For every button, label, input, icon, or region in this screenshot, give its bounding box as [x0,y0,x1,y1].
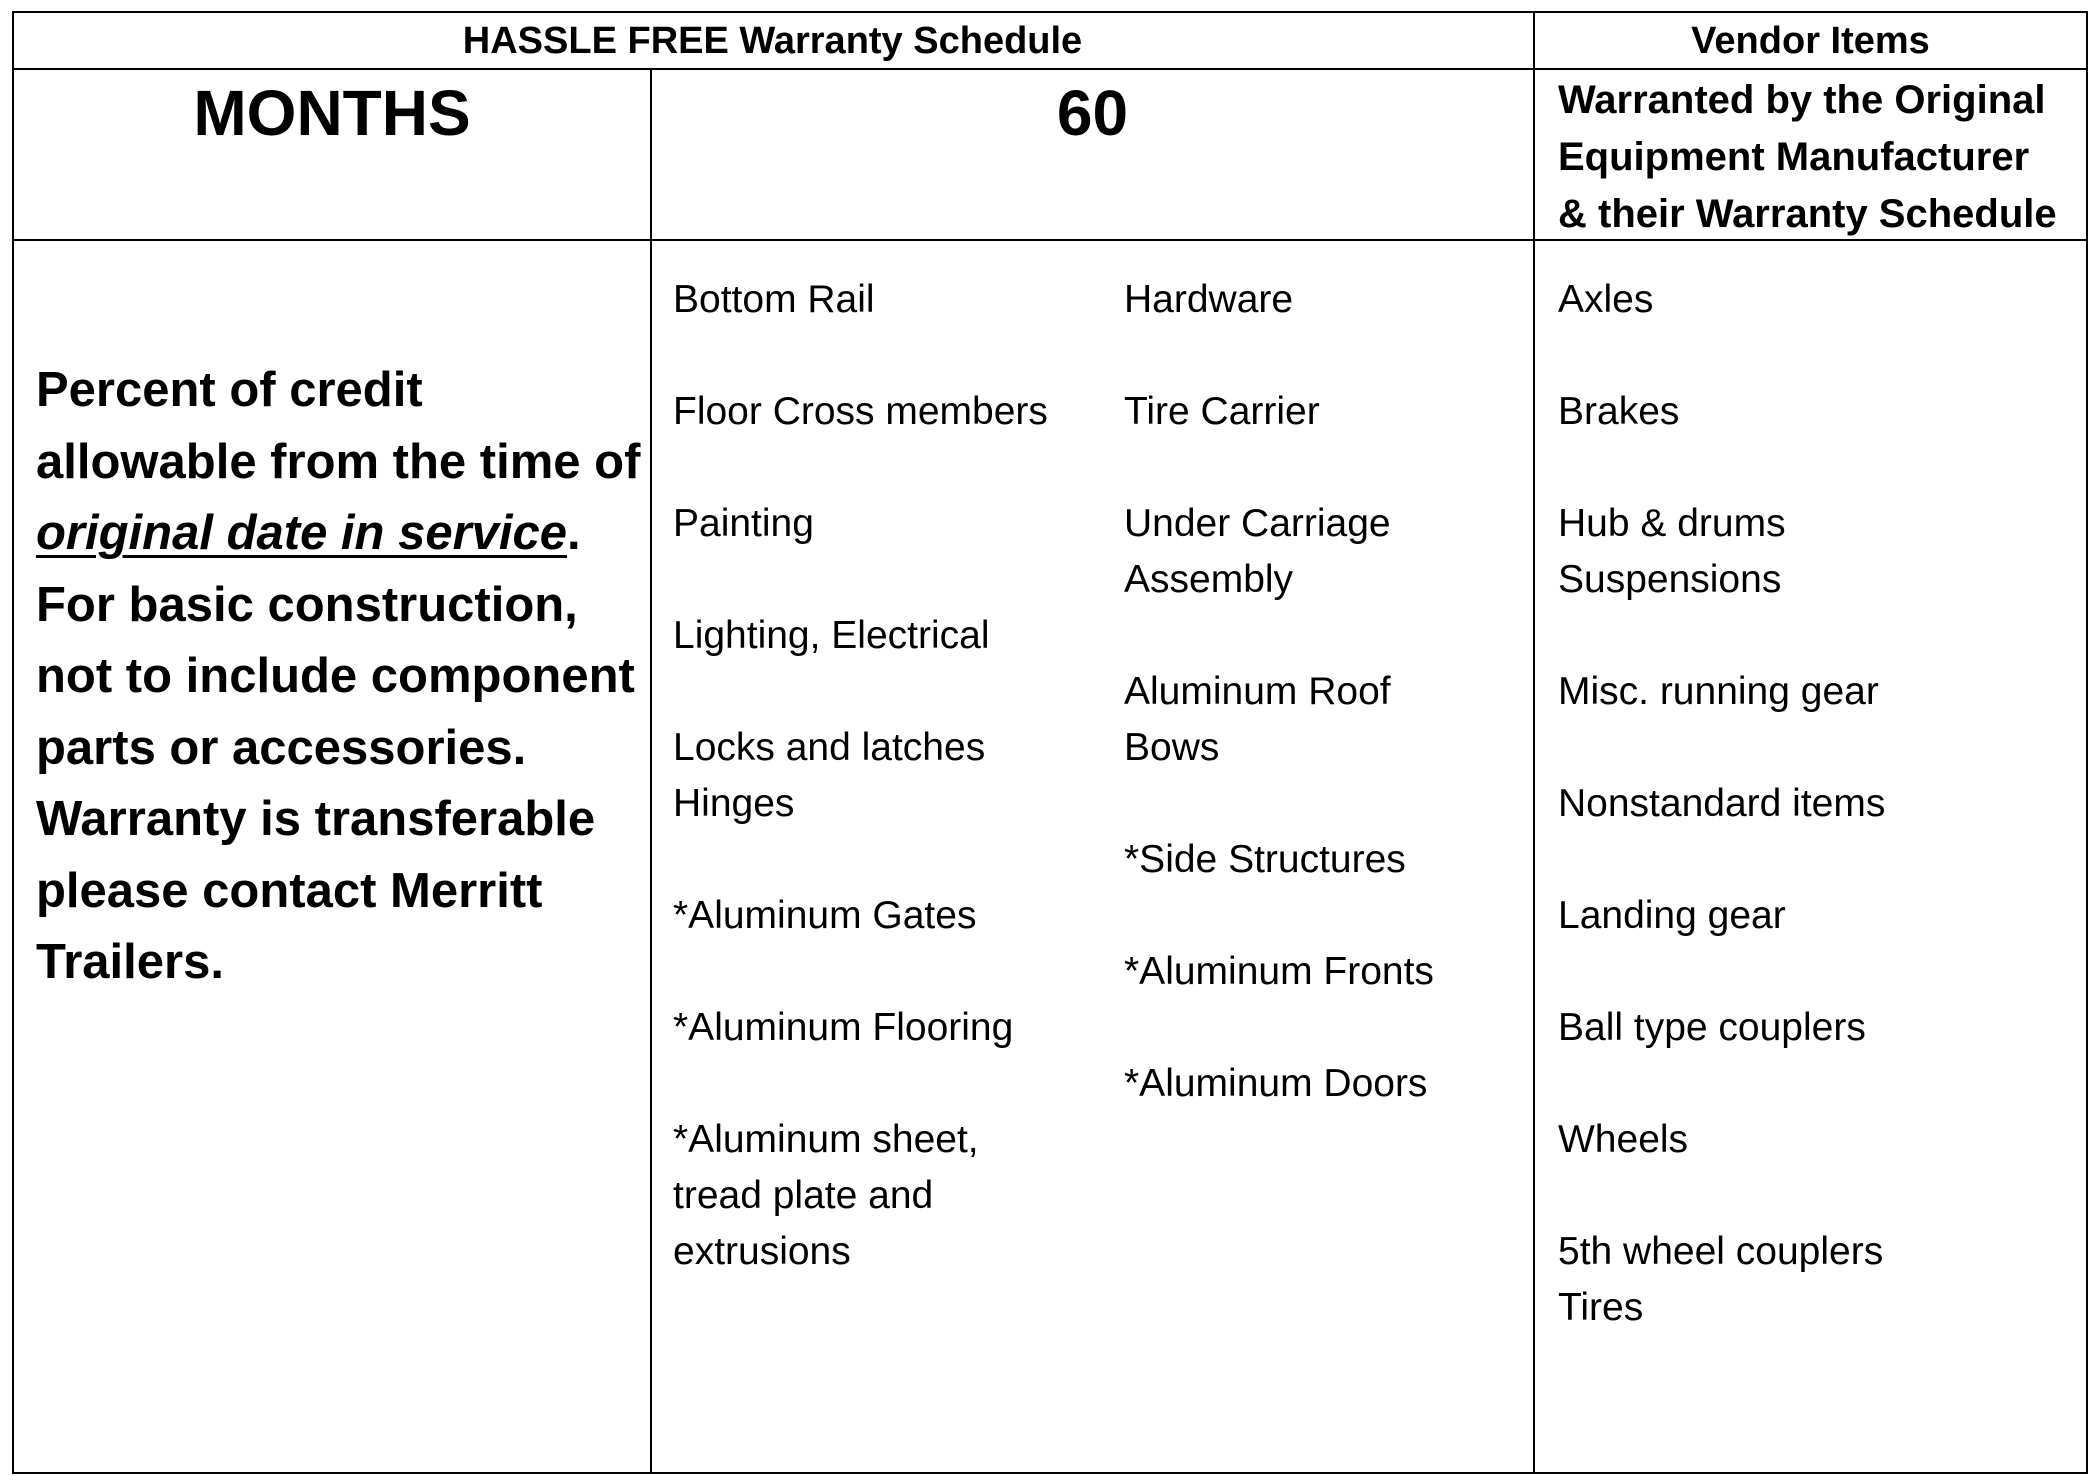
vendor-header: Vendor Items [1691,20,1930,62]
list-item-line: Axles [1558,278,1654,321]
vendor-note-line: & their Warranty Schedule [1558,192,2057,236]
list-item-line: Aluminum Roof [1124,670,1391,713]
list-item-line: Nonstandard items [1558,782,1886,825]
list-item-line: *Aluminum Doors [1124,1062,1428,1105]
months-value: 60 [1056,77,1129,149]
list-item-line: Floor Cross members [673,390,1048,433]
list-item [1558,1112,1688,1168]
description-text-1: Percent of credit allowable from the time of [36,363,641,489]
list-item-line: *Side Structures [1124,838,1406,881]
list-item [1558,1224,1883,1336]
description-emphasis: original date in service [36,506,568,560]
list-item [673,888,976,944]
list-item [1124,832,1406,888]
list-item-line: Bows [1124,726,1220,769]
schedule-header: HASSLE FREE Warranty Schedule [462,20,1083,62]
table-border-left [12,11,14,1474]
list-item-line: Brakes [1558,390,1680,433]
list-item-line: tread plate and [673,1174,934,1217]
list-item-line: *Aluminum Flooring [673,1006,1014,1049]
list-item-line: Misc. running gear [1558,670,1879,713]
list-item-line: Hinges [673,782,795,825]
list-item [673,1000,1013,1056]
list-item [673,1112,979,1280]
table-divider-vendor [1533,11,1535,1474]
list-item-line: Suspensions [1558,558,1782,601]
list-item-line: extrusions [673,1230,851,1273]
list-item-line: Ball type couplers [1558,1006,1866,1049]
list-item [1558,1000,1866,1056]
list-item [673,496,814,552]
months-label: MONTHS [193,77,471,149]
list-item [1124,384,1320,440]
list-item [673,384,1048,440]
table-header-divider [12,68,2088,70]
vendor-note-line: Warranted by the Original [1558,78,2046,122]
table-border-right [2086,11,2088,1474]
list-item [673,272,875,328]
vendor-warranty-note [1558,72,2057,243]
list-item-line: *Aluminum Fronts [1124,950,1434,993]
list-item [1124,272,1293,328]
list-item [1558,496,1786,608]
list-item-line: Locks and latches [673,726,986,769]
list-item [1124,1056,1427,1112]
list-item [1558,888,1786,944]
warranty-description [36,355,656,999]
description-text-2: . For basic construction, not to include component parts or accessories. Warranty is transferable please contact Merritt Trailers. [36,506,635,989]
list-item [1558,776,1885,832]
list-item-line: Landing gear [1558,894,1786,937]
table-border-bottom [12,1472,2088,1474]
list-item [1558,272,1653,328]
list-item-line: *Aluminum sheet, [673,1118,979,1161]
list-item [1124,496,1391,608]
list-item-line: Bottom Rail [673,278,875,321]
list-item [673,608,990,664]
list-item-line: Hub & drums [1558,502,1786,545]
list-item-line: 5th wheel couplers [1558,1230,1884,1273]
list-item-line: *Aluminum Gates [673,894,977,937]
list-item-line: Painting [673,502,814,545]
list-item [673,720,985,832]
list-item [1124,664,1391,776]
table-border-top [12,11,2088,13]
vendor-note-line: Equipment Manufacturer [1558,135,2030,179]
list-item [1558,384,1679,440]
list-item [1124,944,1434,1000]
list-item [1558,664,1879,720]
list-item-line: Hardware [1124,278,1294,321]
list-item-line: Tires [1558,1286,1644,1329]
list-item-line: Wheels [1558,1118,1689,1161]
list-item-line: Tire Carrier [1124,390,1320,433]
list-item-line: Assembly [1124,558,1294,601]
list-item-line: Lighting, Electrical [673,614,990,657]
list-item-line: Under Carriage [1124,502,1391,545]
